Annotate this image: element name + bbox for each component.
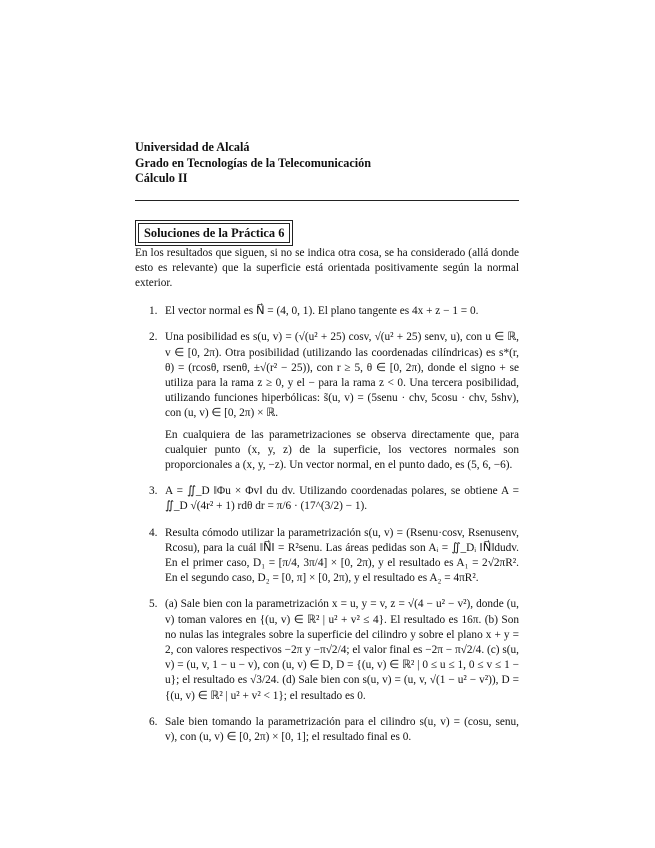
course-name: Cálculo II xyxy=(135,171,188,185)
title-box xyxy=(135,220,293,246)
degree-name: Grado en Tecnologías de la Telecomunicación xyxy=(135,155,371,170)
intro-paragraph: En los resultados que siguen, si no se indica otra cosa, se ha considerado (allá donde esto es relevante) que la superficie está orientada positivamente según la normal exterior. xyxy=(135,246,519,289)
item-number: 6. xyxy=(149,715,158,728)
item-number: 3. xyxy=(149,485,158,498)
item-text: Una posibilidad es s(u, v) = (√(u² + 25) cosv, √(u² + 25) senv, u), con u ∈ ℝ, v ∈ [0, 2π). Otra posibilidad (utilizando las coordenadas cilíndricas) es s*(r, θ) = (rcosθ, rsenθ, ±√(r² − 25)), con r ≥ 5, θ ∈ [0, 2π), donde el signo + se utiliza para la rama z ≥ 0, y el − para la rama z < 0. Una tercera posibilidad, utilizando funciones hiperbólicas: s̃(u, v) = (5senu · chv, 5cosu · chv, 5shv), con (u, v) ∈ [0, 2π) × ℝ. xyxy=(165,331,519,420)
list-item xyxy=(135,715,519,745)
solutions-list xyxy=(135,304,519,745)
item-number: 2. xyxy=(149,331,158,344)
list-item xyxy=(135,526,519,587)
item-number: 1. xyxy=(149,305,158,318)
item-text: Sale bien tomando la parametrización para el cilindro s(u, v) = (cosu, senu, v), con (u, v) ∈ [0, 2π) × [0, 1]; el resultado final es 0. xyxy=(165,715,519,743)
item-text: El vector normal es N⃗ = (4, 0, 1). El plano tangente es 4x + z − 1 = 0. xyxy=(165,305,479,318)
list-item xyxy=(135,330,519,473)
document-title: Soluciones de la Práctica 6 xyxy=(138,223,290,243)
list-item xyxy=(135,597,519,703)
list-item xyxy=(135,304,519,319)
item-text: A = ∬_D ‖Φu × Φv‖ du dv. Utilizando coordenadas polares, se obtiene A = ∬_D √(4r² + 1) rdθ dr = π/6 · (17^(3/2) − 1). xyxy=(165,485,519,513)
university-name: Universidad de Alcalá xyxy=(135,140,250,154)
header-rule xyxy=(135,200,519,201)
item-text: Resulta cómodo utilizar la parametrización s(u, v) = (Rsenu·cosv, Rsenusenv, Rcosu), para la cuál ‖N⃗‖ = R²senu. Las áreas pedidas son Aᵢ = ∬_Dᵢ ‖N⃗‖dudv. En el primer caso, D₁ = [π/4, 3π/4] × [0, 2π), y el resultado es A₁ = 2√2πR². En el segundo caso, D₂ = [0, π] × [0, 2π), y el resultado es A₂ = 4πR². xyxy=(165,526,519,585)
item-number: 4. xyxy=(149,526,158,539)
item-text: En cualquiera de las parametrizaciones se observa directamente que, para cualquier punto (x, y, z) de la superficie, los vectores normales son proporcionales a (x, y, −z). Un vector normal, en el punto dado, es (5, 6, −6). xyxy=(165,428,519,471)
item-number: 5. xyxy=(149,598,158,611)
list-item xyxy=(135,484,519,514)
item-text: (a) Sale bien con la parametrización x = u, y = v, z = √(4 − u² − v²), donde (u, v) toman valores en {(u, v) ∈ ℝ² | u² + v² ≤ 4}. El resultado es 16π. (b) Son no nulas las integrales sobre la superficie del cilindro y sobre el plano x + y = 2, con valores respectivos −2π y −π√2/4; el valor final es −2π − π√2/4. (c) s(u, v) = (u, v, 1 − u − v), con (u, v) ∈ D, D = {(u, v) ∈ ℝ² | 0 ≤ u ≤ 1, 0 ≤ v ≤ 1 − u}; el resultado es √3/24. (d) Sale bien con s(u, v) = (u, v, √(1 − u² − v²)), D = {(u, v) ∈ ℝ² | u² + v² < 1}; el resultado es 0. xyxy=(165,598,519,702)
document-page xyxy=(135,140,519,756)
